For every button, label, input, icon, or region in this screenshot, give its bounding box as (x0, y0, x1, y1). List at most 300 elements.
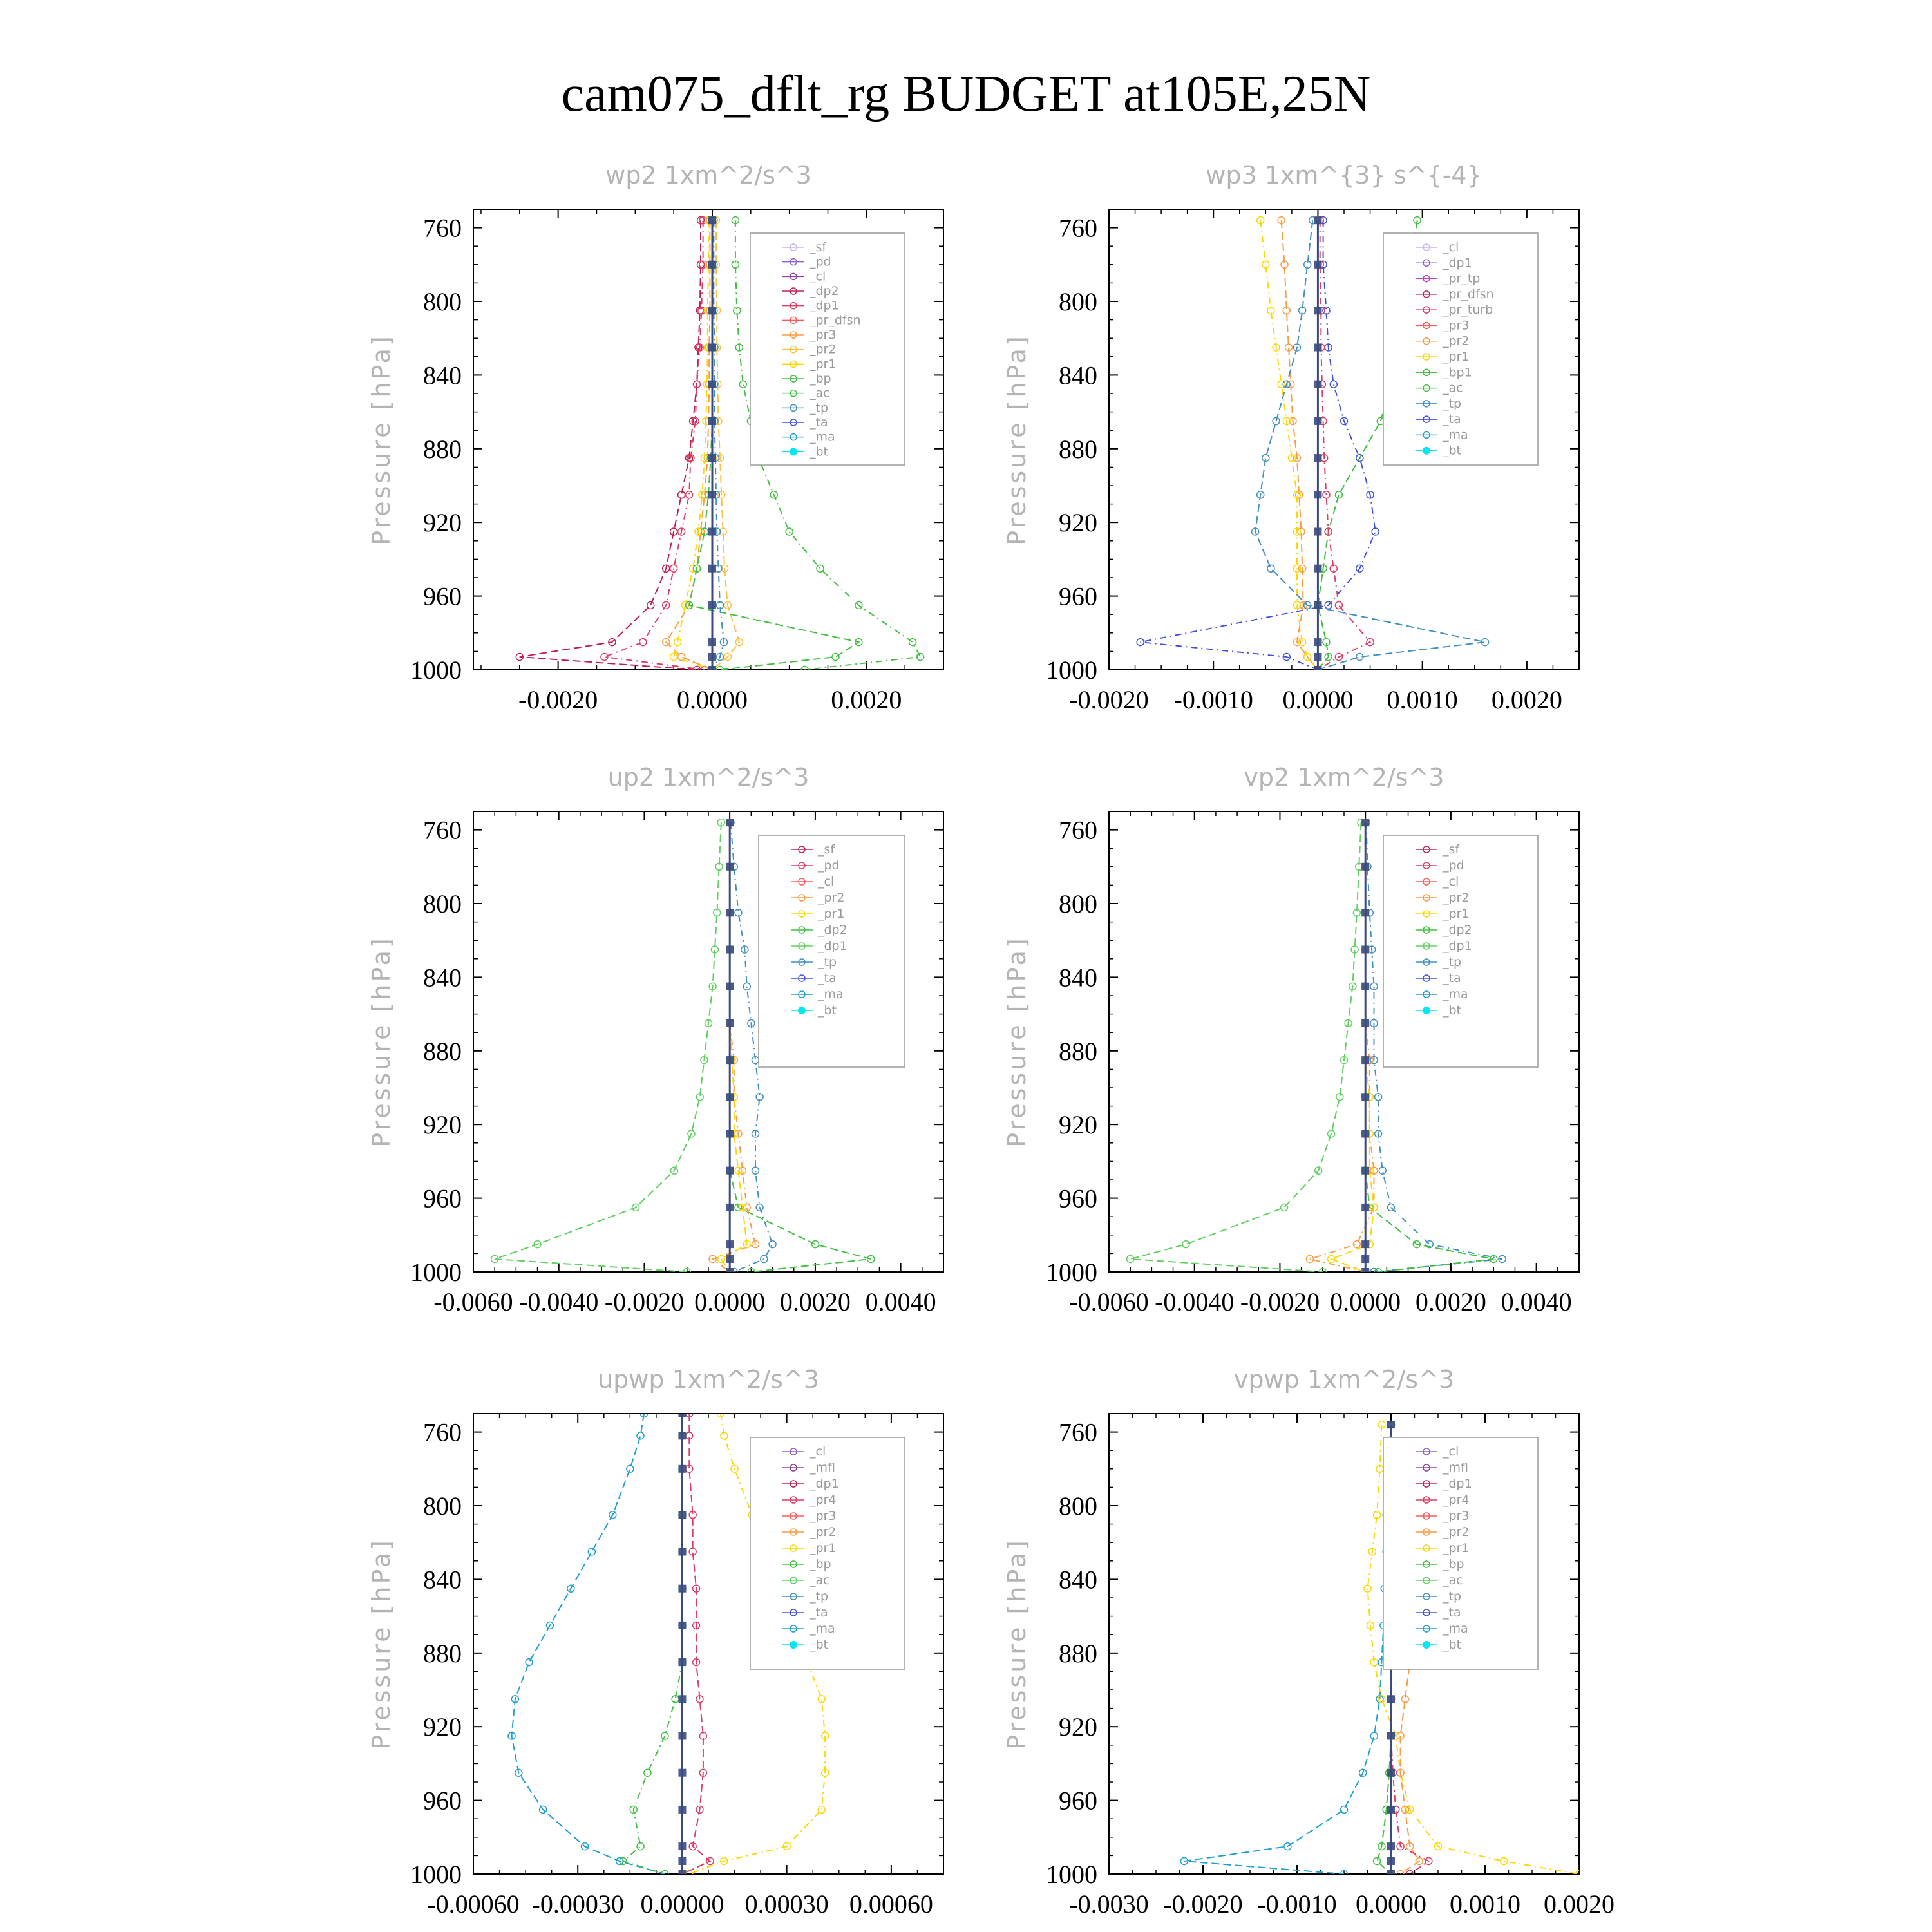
data-point (1501, 1857, 1508, 1864)
data-point (726, 1167, 734, 1175)
x-tick-label: -0.00060 (427, 1889, 520, 1918)
panel-2 (1003, 161, 1579, 714)
data-point (708, 653, 716, 661)
legend-label: _pd (1443, 858, 1464, 873)
legend (750, 1437, 905, 1669)
legend-label: _bp (810, 1557, 831, 1571)
series-line-pr1 (674, 220, 712, 670)
legend-label: _ta (1443, 971, 1461, 985)
legend-label: _pr3 (810, 328, 837, 342)
legend-label: _pr3 (1443, 318, 1470, 333)
series-line-dp1 (495, 822, 721, 1272)
legend-label: _bp (810, 372, 831, 386)
data-point (1387, 1769, 1395, 1777)
data-point (818, 1806, 825, 1813)
x-tick-label: 0.0000 (1356, 1889, 1426, 1918)
data-point (1361, 1093, 1369, 1101)
data-point (1314, 381, 1321, 388)
legend-label: _ta (810, 1605, 828, 1620)
data-point (818, 1696, 825, 1703)
x-tick-label: 0.0020 (1415, 1287, 1486, 1316)
y-tick-label: 880 (1059, 1638, 1097, 1668)
data-point (1361, 1240, 1369, 1248)
y-tick-label: 840 (423, 1565, 462, 1595)
x-tick-label: 0.0000 (1330, 1287, 1401, 1316)
y-axis-label: Pressure [hPa] (1003, 1538, 1031, 1750)
legend-label: _pr1 (818, 907, 845, 921)
data-point (1306, 1255, 1313, 1262)
x-tick-label: 0.00000 (640, 1889, 724, 1918)
legend-label: _dp2 (810, 284, 839, 298)
y-tick-label: 840 (1059, 1565, 1097, 1595)
y-tick-label: 800 (1059, 889, 1097, 918)
data-point (726, 909, 734, 916)
legend-label: _pr2 (1443, 1525, 1470, 1539)
x-tick-label: 0.00030 (744, 1889, 829, 1918)
data-point (1361, 863, 1369, 871)
y-tick-label: 840 (423, 361, 462, 390)
data-point (678, 1548, 686, 1556)
legend-label: _pr2 (818, 891, 845, 905)
x-tick-label: 0.0020 (1491, 685, 1562, 714)
legend-marker (790, 448, 797, 455)
y-tick-label: 920 (423, 1110, 462, 1140)
data-point (909, 639, 916, 646)
legend (1383, 233, 1538, 465)
legend-marker (790, 1641, 797, 1649)
data-point (678, 1870, 686, 1878)
panel-title: up2 1xm^2/s^3 (607, 763, 810, 791)
data-point (726, 1204, 734, 1211)
data-point (726, 1130, 734, 1138)
data-point (1341, 1806, 1348, 1813)
data-point (686, 491, 693, 498)
y-tick-label: 800 (423, 1492, 462, 1520)
x-tick-label: -0.0030 (1069, 1889, 1149, 1918)
data-point (1370, 1732, 1378, 1739)
data-point (678, 1410, 686, 1417)
legend (1383, 835, 1538, 1067)
data-point (678, 1806, 686, 1814)
series-line-ma (1184, 1425, 1391, 1874)
data-point (1323, 491, 1330, 498)
y-tick-label: 800 (423, 287, 462, 316)
legend-label: _pr_dfsn (810, 313, 861, 328)
legend-label: _ta (1443, 1605, 1461, 1620)
data-point (1374, 1857, 1381, 1864)
data-point (678, 1432, 686, 1439)
data-point (708, 381, 716, 388)
x-tick-label: 0.0010 (1387, 685, 1458, 714)
data-point (1330, 381, 1337, 388)
y-tick-label: 960 (1059, 1786, 1097, 1815)
legend-label: _pr1 (810, 357, 837, 372)
legend-label: _pr3 (1443, 1509, 1470, 1523)
panel-title: wp2 1xm^2/s^3 (605, 161, 811, 189)
data-point (678, 1842, 686, 1850)
series-line-ma (512, 1414, 665, 1874)
data-point (639, 639, 647, 646)
data-point (1314, 261, 1321, 269)
legend-label: _ac (810, 386, 830, 401)
y-tick-label: 920 (423, 508, 462, 538)
panel-3 (367, 763, 943, 1316)
data-point (1314, 307, 1321, 314)
x-tick-label: 0.0000 (676, 685, 748, 714)
legend-label: _dp1 (1443, 1477, 1472, 1491)
x-tick-label: 0.0020 (779, 1287, 851, 1316)
legend-label: _pr1 (1443, 350, 1470, 364)
legend-label: _ma (810, 1622, 835, 1636)
data-point (1335, 601, 1342, 609)
data-point (678, 1511, 686, 1519)
panel-title: vp2 1xm^2/s^3 (1244, 763, 1444, 791)
data-point (1387, 1732, 1395, 1740)
data-point (1314, 601, 1321, 609)
y-tick-label: 1000 (410, 1860, 462, 1889)
y-tick-label: 1000 (1046, 1860, 1097, 1889)
legend-label: _pr2 (810, 342, 837, 357)
data-point (637, 1843, 644, 1850)
series-line-bp (623, 1414, 683, 1874)
legend-label: _pr1 (810, 1541, 837, 1555)
y-axis-label: Pressure [hPa] (1003, 936, 1031, 1148)
data-point (1361, 1268, 1369, 1276)
legend-label: _ac (1443, 381, 1463, 395)
data-point (708, 454, 716, 462)
data-point (1314, 653, 1321, 661)
data-point (832, 653, 839, 660)
data-point (678, 1695, 686, 1703)
x-tick-label: -0.0020 (518, 685, 598, 714)
x-tick-label: -0.0020 (1240, 1287, 1320, 1316)
y-axis-label: Pressure [hPa] (1003, 334, 1031, 545)
y-tick-label: 880 (423, 434, 462, 464)
data-point (708, 565, 716, 573)
data-point (1314, 638, 1321, 646)
x-tick-label: 0.0040 (1501, 1287, 1572, 1316)
data-point (739, 381, 746, 388)
data-point (1314, 454, 1321, 462)
y-tick-label: 960 (1059, 1184, 1097, 1213)
x-tick-label: -0.0020 (604, 1287, 685, 1316)
panel-title: upwp 1xm^2/s^3 (598, 1365, 819, 1394)
y-tick-label: 880 (423, 1638, 462, 1668)
legend-label: _tp (1443, 396, 1462, 411)
panel-title: vpwp 1xm^2/s^3 (1233, 1365, 1455, 1394)
panel-1 (367, 161, 943, 714)
legend-label: _dp1 (810, 1477, 839, 1491)
y-tick-label: 760 (1059, 815, 1097, 845)
legend-label: _dp2 (818, 923, 848, 937)
data-point (678, 1857, 686, 1865)
legend-marker (1423, 1641, 1430, 1649)
data-point (1361, 819, 1369, 826)
x-tick-label: -0.00030 (531, 1889, 624, 1918)
legend-label: _bp (1443, 1557, 1464, 1571)
y-tick-label: 760 (1059, 1417, 1097, 1447)
data-point (1387, 1421, 1395, 1428)
legend-label: _pr2 (1443, 891, 1470, 905)
data-point (1361, 1130, 1369, 1138)
data-point (1387, 1842, 1395, 1850)
y-tick-label: 800 (423, 889, 462, 918)
legend-label: _tp (1443, 1589, 1462, 1604)
data-point (708, 216, 716, 224)
data-point (726, 1268, 734, 1276)
y-tick-label: 840 (1059, 963, 1097, 992)
legend (1383, 1437, 1538, 1669)
x-tick-label: -0.0010 (1173, 685, 1253, 714)
data-point (726, 946, 734, 954)
x-tick-label: -0.0060 (1069, 1287, 1149, 1316)
figure-title: cam075_dflt_rg BUDGET at105E,25N (561, 66, 1371, 122)
legend-label: _dp2 (1443, 923, 1472, 937)
legend-label: _tp (1443, 955, 1462, 969)
legend-label: _ma (1443, 987, 1468, 1001)
y-tick-label: 960 (423, 1786, 462, 1815)
legend-label: _pd (818, 858, 840, 873)
legend-label: _bt (1443, 443, 1462, 458)
data-point (670, 565, 677, 572)
legend-label: _cl (1443, 875, 1459, 889)
data-point (726, 1093, 734, 1101)
data-point (726, 1255, 734, 1263)
legend-label: _ac (810, 1573, 830, 1587)
legend-label: _tp (810, 1589, 829, 1604)
data-point (708, 638, 716, 646)
x-tick-label: 0.0020 (831, 685, 902, 714)
legend-label: _tp (818, 955, 837, 969)
data-point (726, 1240, 734, 1248)
y-tick-label: 1000 (410, 656, 462, 685)
data-point (708, 261, 716, 269)
data-point (678, 653, 685, 660)
legend-label: _cl (1443, 1444, 1459, 1459)
data-point (726, 863, 734, 871)
data-point (1281, 1204, 1288, 1211)
y-tick-label: 920 (1059, 1110, 1097, 1140)
data-point (1361, 1255, 1369, 1263)
data-point (726, 983, 734, 990)
legend-label: _ma (810, 430, 835, 444)
data-point (708, 528, 716, 536)
y-tick-label: 760 (1059, 213, 1097, 243)
y-tick-label: 1000 (1046, 656, 1097, 685)
legend-label: _sf (818, 842, 835, 857)
data-point (1361, 1056, 1369, 1064)
legend-label: _cl (810, 269, 826, 284)
legend-label: _ac (1443, 1573, 1463, 1587)
legend-label: _ma (818, 987, 844, 1001)
data-point (1361, 1019, 1369, 1027)
legend-label: _pr_dfsn (1443, 287, 1494, 301)
legend-label: _ta (818, 971, 837, 985)
data-point (1314, 565, 1321, 573)
data-point (1372, 528, 1379, 535)
x-tick-label: 0.0020 (1544, 1889, 1615, 1918)
data-point (678, 1622, 686, 1629)
data-point (1387, 1695, 1395, 1703)
data-point (1364, 1585, 1371, 1592)
legend-label: _mfl (1443, 1461, 1468, 1475)
data-point (1314, 344, 1321, 352)
y-tick-label: 920 (1059, 508, 1097, 538)
data-point (526, 1659, 533, 1666)
legend-label: _pr_turb (1443, 303, 1493, 317)
panel-6 (1003, 1365, 1615, 1918)
y-axis-label: Pressure [hPa] (367, 334, 395, 545)
legend-label: _pr1 (1443, 1541, 1470, 1555)
y-tick-label: 1000 (1046, 1258, 1097, 1287)
series-line-dp1 (682, 1414, 710, 1874)
legend-label: _bt (818, 1003, 837, 1018)
data-point (588, 1548, 595, 1555)
data-point (817, 565, 824, 572)
legend-label: _bp1 (1443, 365, 1472, 380)
legend-label: _bt (810, 1638, 829, 1652)
legend (750, 233, 905, 465)
legend-label: _bt (810, 444, 829, 459)
data-point (1361, 983, 1369, 990)
y-tick-label: 880 (1059, 434, 1097, 464)
legend-label: _ta (810, 415, 828, 430)
data-point (1370, 983, 1378, 990)
y-tick-label: 840 (423, 963, 462, 992)
data-point (1361, 1204, 1369, 1211)
data-point (1314, 216, 1321, 224)
data-point (708, 417, 716, 425)
y-tick-label: 760 (423, 815, 462, 845)
legend-label: _ta (1443, 412, 1461, 427)
data-point (708, 601, 716, 609)
legend-label: _pr2 (810, 1525, 837, 1539)
x-tick-label: 0.0000 (694, 1287, 766, 1316)
legend-label: _bt (1443, 1638, 1462, 1652)
y-tick-label: 1000 (410, 1258, 462, 1287)
data-point (708, 344, 716, 352)
data-point (661, 1732, 668, 1739)
legend-label: _sf (1443, 842, 1460, 857)
y-tick-label: 960 (1059, 582, 1097, 611)
x-tick-label: -0.0020 (1163, 1889, 1243, 1918)
data-point (1314, 528, 1321, 536)
legend-marker (1423, 1007, 1430, 1014)
legend-label: _pr3 (810, 1509, 837, 1523)
x-tick-label: -0.0040 (519, 1287, 599, 1316)
y-tick-label: 960 (423, 1184, 462, 1213)
legend-label: _ma (1443, 428, 1468, 442)
y-tick-label: 800 (1059, 1492, 1097, 1520)
legend-label: _dp1 (1443, 256, 1472, 270)
data-point (726, 819, 734, 826)
data-point (627, 1465, 634, 1472)
y-tick-label: 760 (423, 213, 462, 243)
data-point (678, 1732, 686, 1740)
panels-container (367, 161, 1615, 1918)
legend-label: _cl (1443, 240, 1459, 254)
legend-label: _sf (810, 240, 827, 254)
series-line-dp1 (1130, 822, 1361, 1272)
y-tick-label: 800 (1059, 287, 1097, 316)
data-point (769, 1241, 776, 1248)
data-point (1387, 1857, 1395, 1865)
data-point (708, 491, 716, 498)
data-point (1314, 491, 1321, 498)
data-point (678, 1465, 686, 1473)
legend-label: _pr_tp (1443, 271, 1481, 286)
x-tick-label: -0.0060 (433, 1287, 513, 1316)
legend-label: _pr4 (810, 1493, 837, 1507)
data-point (1314, 666, 1321, 674)
x-tick-label: 0.00060 (849, 1889, 933, 1918)
legend-label: _ma (1443, 1622, 1468, 1636)
x-tick-label: -0.0040 (1155, 1287, 1235, 1316)
y-axis-label: Pressure [hPa] (367, 1538, 395, 1750)
data-point (1182, 1241, 1189, 1248)
y-tick-label: 760 (423, 1417, 462, 1447)
data-point (752, 1167, 759, 1174)
y-tick-label: 920 (1059, 1712, 1097, 1742)
data-point (786, 528, 793, 535)
y-tick-label: 880 (1059, 1036, 1097, 1066)
series-line-dp2 (520, 220, 701, 670)
data-point (1361, 909, 1369, 916)
data-point (1375, 1094, 1382, 1101)
legend-label: _bt (1443, 1003, 1462, 1018)
y-tick-label: 960 (423, 582, 462, 611)
data-point (678, 1658, 686, 1666)
data-point (1361, 946, 1369, 954)
data-point (1353, 1241, 1360, 1248)
data-point (678, 1585, 686, 1593)
legend-label: _pr4 (1443, 1493, 1470, 1507)
data-point (678, 1769, 686, 1777)
legend-marker (1423, 447, 1430, 455)
legend-label: _dp1 (818, 939, 848, 953)
data-point (726, 1056, 734, 1064)
y-tick-label: 920 (423, 1712, 462, 1742)
data-point (1314, 417, 1321, 425)
x-tick-label: -0.0010 (1257, 1889, 1337, 1918)
data-point (708, 307, 716, 314)
data-point (637, 1432, 644, 1439)
data-point (1387, 1870, 1395, 1878)
legend-label: _pd (810, 254, 831, 269)
data-point (1335, 491, 1342, 498)
legend-label: _cl (810, 1444, 826, 1459)
y-axis-label: Pressure [hPa] (367, 936, 395, 1148)
legend-label: _tp (810, 401, 829, 415)
y-tick-label: 880 (423, 1036, 462, 1066)
legend-label: _mfl (810, 1461, 835, 1475)
legend-label: _dp1 (1443, 939, 1472, 953)
data-point (743, 983, 750, 990)
x-tick-label: 0.0010 (1450, 1889, 1520, 1918)
panel-4 (1003, 763, 1579, 1316)
legend-label: _cl (818, 875, 835, 889)
data-point (1387, 1806, 1395, 1814)
data-point (644, 1769, 651, 1776)
data-point (1267, 565, 1274, 572)
y-tick-label: 840 (1059, 361, 1097, 390)
panel-5 (367, 1365, 943, 1918)
data-point (647, 601, 654, 609)
data-point (708, 666, 716, 674)
x-tick-label: 0.0000 (1282, 685, 1354, 714)
legend-label: _pr1 (1443, 907, 1470, 921)
series-line-pr1 (721, 822, 747, 1272)
